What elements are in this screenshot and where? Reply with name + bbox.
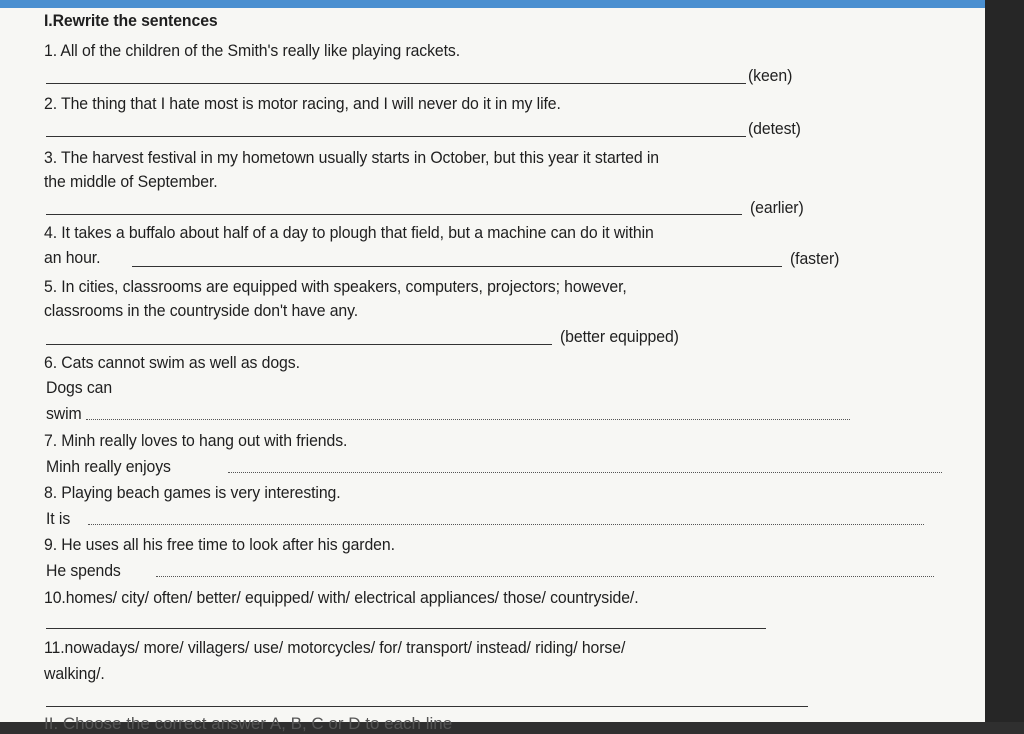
exercise-11-prompt-cont: walking/. (44, 664, 105, 683)
exercise-10-prompt: 10.homes/ city/ often/ better/ equipped/ with/ electrical appliances/ those/ countryside/. (44, 588, 639, 607)
app-top-bar (0, 0, 985, 8)
exercise-5-sentence-cont: classrooms in the countryside don't have any. (44, 301, 359, 320)
exercise-6-answer-line[interactable] (86, 419, 850, 420)
exercise-8-sentence: 8. Playing beach games is very interesting. (44, 483, 341, 502)
exercise-9-answer-line[interactable] (156, 576, 934, 577)
exercise-1-hint: (keen) (748, 66, 793, 85)
exercise-2-answer-line[interactable] (46, 136, 746, 137)
exercise-11-prompt: 11.nowadays/ more/ villagers/ use/ motorcycles/ for/ transport/ instead/ riding/ horse/ (44, 638, 626, 657)
exercise-6-sentence: 6. Cats cannot swim as well as dogs. (44, 353, 300, 372)
exercise-7-sentence: 7. Minh really loves to hang out with friends. (44, 431, 348, 450)
exercise-3-sentence: 3. The harvest festival in my hometown usually starts in October, but this year it started in (44, 148, 659, 167)
worksheet-title: I.Rewrite the sentences (44, 11, 218, 30)
exercise-11-answer-line[interactable] (46, 706, 808, 707)
dark-side-margin (985, 0, 1024, 722)
exercise-10-answer-line[interactable] (46, 628, 766, 629)
exercise-9-sentence: 9. He uses all his free time to look after his garden. (44, 535, 395, 554)
exercise-4-sentence-cont: an hour. (44, 248, 101, 267)
exercise-5-answer-line[interactable] (46, 344, 552, 345)
exercise-5-sentence: 5. In cities, classrooms are equipped with speakers, computers, projectors; however, (44, 277, 627, 296)
exercise-6-prompt: Dogs can (46, 378, 113, 397)
exercise-6-prompt-cont: swim (46, 404, 82, 423)
next-section-heading-clipped (44, 714, 584, 733)
exercise-4-hint: (faster) (790, 249, 840, 268)
exercise-1-answer-line[interactable] (46, 83, 746, 84)
exercise-2-hint: (detest) (748, 119, 801, 138)
exercise-7-prompt: Minh really enjoys (46, 457, 171, 476)
exercise-8-answer-line[interactable] (88, 524, 924, 525)
exercise-7-answer-line[interactable] (228, 472, 942, 473)
exercise-3-hint: (earlier) (750, 198, 804, 217)
exercise-2-sentence: 2. The thing that I hate most is motor racing, and I will never do it in my life. (44, 94, 561, 113)
next-section-heading: II. Choose the correct answer A, B, C or D to each line (44, 714, 453, 733)
exercise-3-answer-line[interactable] (46, 214, 742, 215)
exercise-4-sentence: 4. It takes a buffalo about half of a day to plough that field, but a machine can do it within (44, 223, 654, 242)
exercise-4-answer-line[interactable] (132, 266, 782, 267)
exercise-1-sentence: 1. All of the children of the Smith's really like playing rackets. (44, 41, 461, 60)
exercise-9-prompt: He spends (46, 561, 121, 580)
exercise-5-hint: (better equipped) (560, 327, 679, 346)
exercise-8-prompt: It is (46, 509, 71, 528)
exercise-3-sentence-cont: the middle of September. (44, 172, 218, 191)
